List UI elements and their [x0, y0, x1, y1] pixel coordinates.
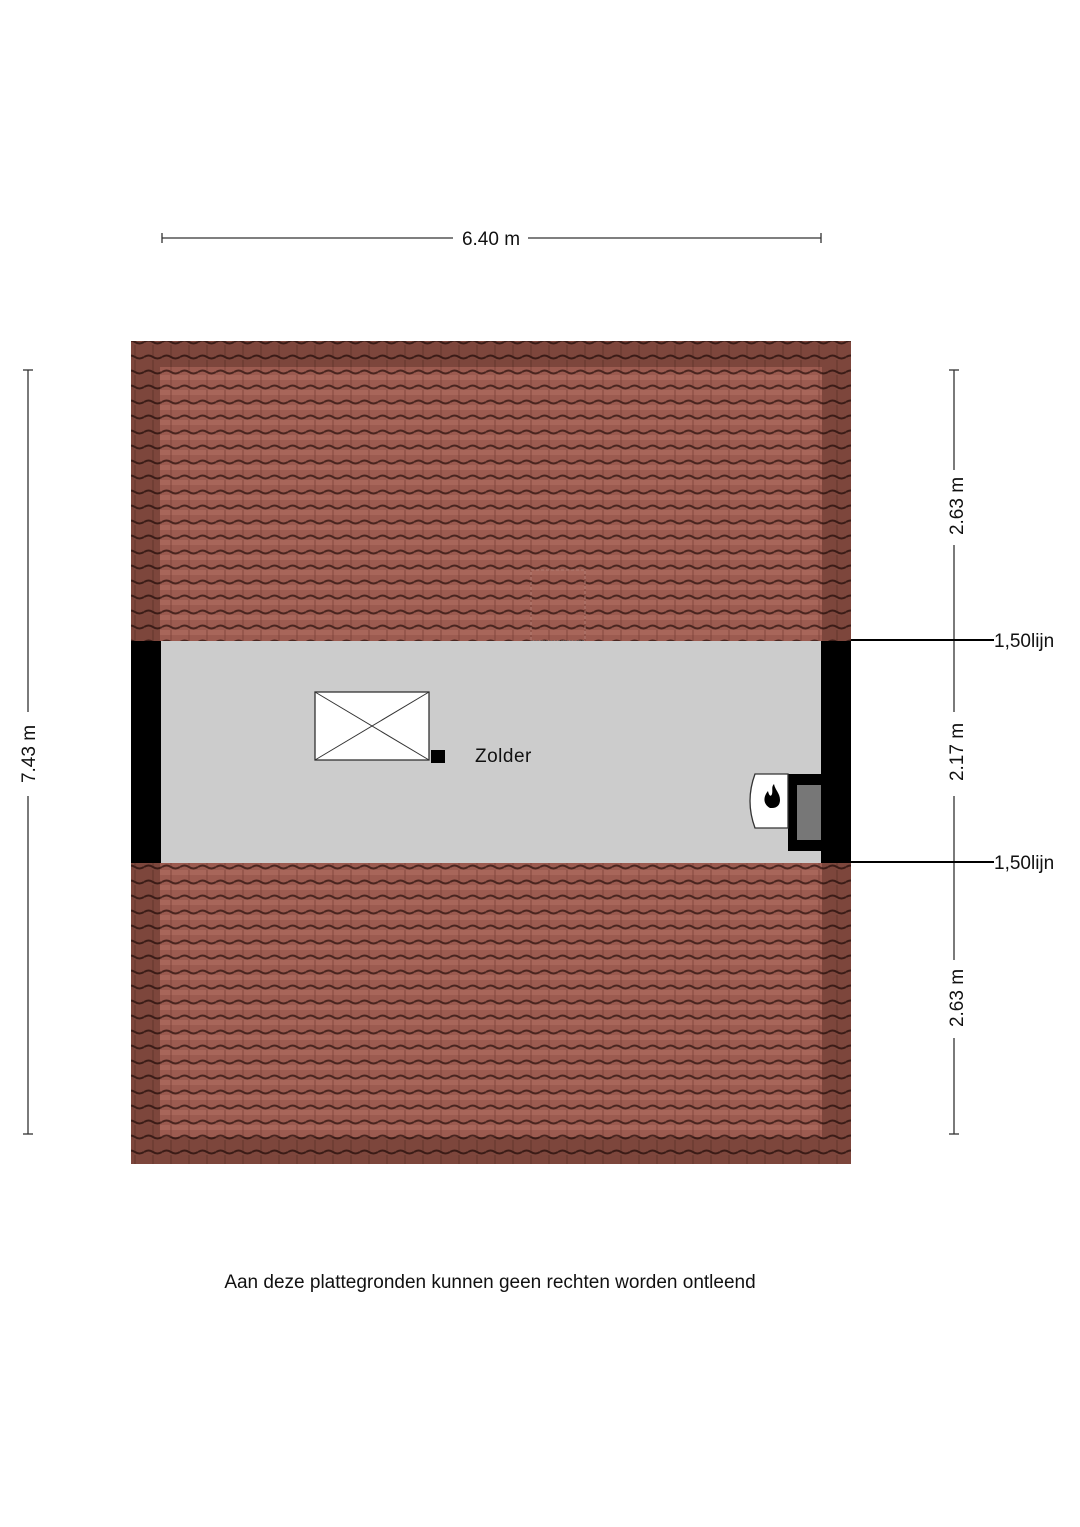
- line-marker-top-label: 1,50lijn: [994, 631, 1055, 652]
- loft-hatch-icon: [315, 692, 429, 760]
- top-dimension: [162, 229, 821, 250]
- disclaimer-text: Aan deze plattegronden kunnen geen rechten worden ontleend: [224, 1272, 756, 1293]
- roof-lower-slope: [131, 863, 851, 1164]
- line-marker-bottom: [851, 853, 1054, 874]
- post-icon: [431, 750, 445, 763]
- line-marker-top: [851, 631, 1054, 652]
- right-dimension: [947, 370, 968, 1134]
- roof-upper-slope: [131, 341, 851, 641]
- right-lower-dimension-label: 2.63 m: [947, 968, 968, 1028]
- room-label-zolder: Zolder: [475, 746, 532, 767]
- width-dimension-label: 6.40 m: [461, 229, 521, 250]
- left-wall: [131, 641, 161, 863]
- right-middle-dimension-label: 2.17 m: [947, 722, 968, 782]
- right-wall: [821, 641, 851, 863]
- left-dimension: [19, 370, 40, 1134]
- right-upper-dimension-label: 2.63 m: [947, 476, 968, 536]
- line-marker-bottom-label: 1,50lijn: [994, 853, 1055, 874]
- height-dimension-label: 7.43 m: [19, 724, 40, 784]
